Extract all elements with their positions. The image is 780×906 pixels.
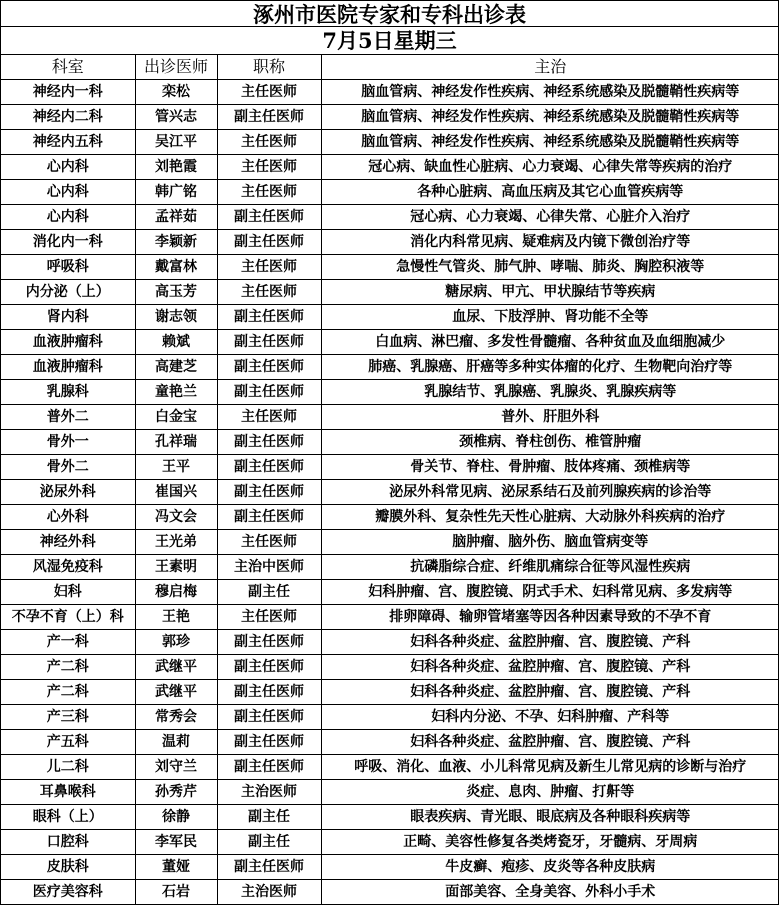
main-cell: 脑血管病、神经发作性疾病、神经系统感染及脱髓鞘性疾病等 xyxy=(321,105,779,130)
table-body xyxy=(1,80,779,905)
main-cell: 排卵障碍、输卵管堵塞等因各种因素导致的不孕不育 xyxy=(321,605,779,630)
main-cell: 泌尿外科常见病、泌尿系结石及前列腺疾病的诊治等 xyxy=(321,480,779,505)
doctor-cell: 李颖新 xyxy=(135,230,217,255)
table-row xyxy=(1,430,779,455)
table-row xyxy=(1,155,779,180)
title-cell: 主治医师 xyxy=(217,780,321,805)
table-row xyxy=(1,80,779,105)
title-cell: 副主任医师 xyxy=(217,305,321,330)
title-cell: 副主任医师 xyxy=(217,680,321,705)
table-row xyxy=(1,205,779,230)
title-cell: 副主任医师 xyxy=(217,655,321,680)
table-row xyxy=(1,105,779,130)
dept-cell: 产二科 xyxy=(1,655,135,680)
doctor-cell: 高玉芳 xyxy=(135,280,217,305)
doctor-cell: 高建芝 xyxy=(135,355,217,380)
main-cell: 冠心病、缺血性心脏病、心力衰竭、心律失常等疾病的治疗 xyxy=(321,155,779,180)
table-row xyxy=(1,130,779,155)
table-row xyxy=(1,555,779,580)
dept-cell: 骨外二 xyxy=(1,455,135,480)
title-cell: 主任医师 xyxy=(217,405,321,430)
main-cell: 妇科各种炎症、盆腔肿瘤、宫、腹腔镜、产科 xyxy=(321,730,779,755)
doctor-cell: 管兴志 xyxy=(135,105,217,130)
main-cell: 白血病、淋巴瘤、多发性骨髓瘤、各种贫血及血细胞减少 xyxy=(321,330,779,355)
table-row xyxy=(1,755,779,780)
dept-cell: 产五科 xyxy=(1,730,135,755)
dept-cell: 心内科 xyxy=(1,180,135,205)
dept-cell: 不孕不育（上）科 xyxy=(1,605,135,630)
title-cell: 副主任医师 xyxy=(217,230,321,255)
table-row xyxy=(1,530,779,555)
main-cell: 消化内科常见病、疑难病及内镜下微创治疗等 xyxy=(321,230,779,255)
doctor-cell: 徐静 xyxy=(135,805,217,830)
page-title: 涿州市医院专家和专科出诊表 xyxy=(1,0,778,27)
table-row xyxy=(1,480,779,505)
doctor-cell: 郭珍 xyxy=(135,630,217,655)
title-cell: 副主任医师 xyxy=(217,755,321,780)
title-cell: 副主任 xyxy=(217,580,321,605)
main-cell: 血尿、下肢浮肿、肾功能不全等 xyxy=(321,305,779,330)
table-row xyxy=(1,655,779,680)
title-cell: 副主任医师 xyxy=(217,480,321,505)
table-row xyxy=(1,880,779,905)
dept-cell: 肾内科 xyxy=(1,305,135,330)
main-cell: 瓣膜外科、复杂性先天性心脏病、大动脉外科疾病的治疗 xyxy=(321,505,779,530)
title-cell: 主任医师 xyxy=(217,80,321,105)
main-cell: 脑肿瘤、脑外伤、脑血管病变等 xyxy=(321,530,779,555)
title-cell: 副主任医师 xyxy=(217,455,321,480)
doctor-cell: 李军民 xyxy=(135,830,217,855)
dept-cell: 儿二科 xyxy=(1,755,135,780)
table-row xyxy=(1,330,779,355)
doctor-cell: 白金宝 xyxy=(135,405,217,430)
table-row xyxy=(1,305,779,330)
main-cell: 脑血管病、神经发作性疾病、神经系统感染及脱髓鞘性疾病等 xyxy=(321,130,779,155)
dept-cell: 产二科 xyxy=(1,680,135,705)
title-cell: 副主任医师 xyxy=(217,630,321,655)
doctor-cell: 穆启梅 xyxy=(135,580,217,605)
title-cell: 主任医师 xyxy=(217,180,321,205)
doctor-cell: 孔祥瑞 xyxy=(135,430,217,455)
main-cell: 冠心病、心力衰竭、心律失常、心脏介入治疗 xyxy=(321,205,779,230)
doctor-cell: 武继平 xyxy=(135,680,217,705)
dept-cell: 神经内五科 xyxy=(1,130,135,155)
title-cell: 主任医师 xyxy=(217,155,321,180)
doctor-cell: 吴江平 xyxy=(135,130,217,155)
dept-cell: 普外二 xyxy=(1,405,135,430)
table-row xyxy=(1,780,779,805)
main-cell: 普外、肝胆外科 xyxy=(321,405,779,430)
table-row xyxy=(1,355,779,380)
title-cell: 副主任医师 xyxy=(217,330,321,355)
main-cell: 眼表疾病、青光眼、眼底病及各种眼科疾病等 xyxy=(321,805,779,830)
main-cell: 牛皮癣、疱疹、皮炎等各种皮肤病 xyxy=(321,855,779,880)
title-cell: 副主任医师 xyxy=(217,505,321,530)
dept-cell: 神经内一科 xyxy=(1,80,135,105)
table-row xyxy=(1,680,779,705)
table-row xyxy=(1,255,779,280)
doctor-cell: 冯文会 xyxy=(135,505,217,530)
title-cell: 副主任医师 xyxy=(217,205,321,230)
table-row xyxy=(1,280,779,305)
doctor-cell: 王艳 xyxy=(135,605,217,630)
doctor-cell: 王平 xyxy=(135,455,217,480)
dept-cell: 血液肿瘤科 xyxy=(1,330,135,355)
dept-cell: 口腔科 xyxy=(1,830,135,855)
main-cell: 骨关节、脊柱、骨肿瘤、肢体疼痛、颈椎病等 xyxy=(321,455,779,480)
doctor-cell: 刘守兰 xyxy=(135,755,217,780)
title-cell: 副主任 xyxy=(217,830,321,855)
column-header-main: 主治 xyxy=(321,55,779,80)
main-cell: 炎症、息肉、肿瘤、打鼾等 xyxy=(321,780,779,805)
doctor-cell: 崔国兴 xyxy=(135,480,217,505)
main-cell: 妇科内分泌、不孕、妇科肿瘤、产科等 xyxy=(321,705,779,730)
dept-cell: 内分泌（上） xyxy=(1,280,135,305)
dept-cell: 风湿免疫科 xyxy=(1,555,135,580)
main-cell: 妇科肿瘤、宫、腹腔镜、阴式手术、妇科常见病、多发病等 xyxy=(321,580,779,605)
main-cell: 呼吸、消化、血液、小儿科常见病及新生儿常见病的诊断与治疗 xyxy=(321,755,779,780)
column-header-title: 职称 xyxy=(217,55,321,80)
main-cell: 妇科各种炎症、盆腔肿瘤、宫、腹腔镜、产科 xyxy=(321,655,779,680)
title-cell: 副主任医师 xyxy=(217,105,321,130)
doctor-cell: 童艳兰 xyxy=(135,380,217,405)
main-cell: 各种心脏病、高血压病及其它心血管疾病等 xyxy=(321,180,779,205)
main-cell: 妇科各种炎症、盆腔肿瘤、宫、腹腔镜、产科 xyxy=(321,630,779,655)
title-cell: 副主任医师 xyxy=(217,355,321,380)
dept-cell: 神经内二科 xyxy=(1,105,135,130)
title-cell: 主任医师 xyxy=(217,130,321,155)
title-cell: 主任医师 xyxy=(217,280,321,305)
table-row xyxy=(1,605,779,630)
main-cell: 颈椎病、脊柱创伤、椎管肿瘤 xyxy=(321,430,779,455)
dept-cell: 神经外科 xyxy=(1,530,135,555)
table-row xyxy=(1,855,779,880)
schedule-table xyxy=(1,55,779,905)
dept-cell: 医疗美容科 xyxy=(1,880,135,905)
table-row xyxy=(1,830,779,855)
doctor-cell: 栾松 xyxy=(135,80,217,105)
title-cell: 主任医师 xyxy=(217,605,321,630)
dept-cell: 产一科 xyxy=(1,630,135,655)
dept-cell: 耳鼻喉科 xyxy=(1,780,135,805)
title-cell: 副主任 xyxy=(217,805,321,830)
dept-cell: 心内科 xyxy=(1,205,135,230)
doctor-cell: 孙秀芹 xyxy=(135,780,217,805)
doctor-cell: 王光弟 xyxy=(135,530,217,555)
dept-cell: 消化内一科 xyxy=(1,230,135,255)
doctor-cell: 戴富林 xyxy=(135,255,217,280)
table-row xyxy=(1,630,779,655)
main-cell: 抗磷脂综合症、纤维肌痛综合征等风湿性疾病 xyxy=(321,555,779,580)
main-cell: 脑血管病、神经发作性疾病、神经系统感染及脱髓鞘性疾病等 xyxy=(321,80,779,105)
main-cell: 正畸、美容性修复各类烤瓷牙，牙髓病、牙周病 xyxy=(321,830,779,855)
main-cell: 乳腺结节、乳腺癌、乳腺炎、乳腺疾病等 xyxy=(321,380,779,405)
title-cell: 主治中医师 xyxy=(217,555,321,580)
table-row xyxy=(1,705,779,730)
main-cell: 肺癌、乳腺癌、肝癌等多种实体瘤的化疗、生物靶向治疗等 xyxy=(321,355,779,380)
table-row xyxy=(1,180,779,205)
doctor-cell: 董娅 xyxy=(135,855,217,880)
table-row xyxy=(1,230,779,255)
dept-cell: 骨外一 xyxy=(1,430,135,455)
table-row xyxy=(1,380,779,405)
title-cell: 副主任医师 xyxy=(217,430,321,455)
doctor-cell: 谢志领 xyxy=(135,305,217,330)
doctor-cell: 武继平 xyxy=(135,655,217,680)
doctor-cell: 石岩 xyxy=(135,880,217,905)
dept-cell: 心内科 xyxy=(1,155,135,180)
table-row xyxy=(1,805,779,830)
doctor-cell: 王素明 xyxy=(135,555,217,580)
title-cell: 主任医师 xyxy=(217,530,321,555)
table-row xyxy=(1,730,779,755)
column-header-doctor: 出诊医师 xyxy=(135,55,217,80)
table-row xyxy=(1,455,779,480)
main-cell: 面部美容、全身美容、外科小手术 xyxy=(321,880,779,905)
title-cell: 副主任医师 xyxy=(217,730,321,755)
dept-cell: 呼吸科 xyxy=(1,255,135,280)
dept-cell: 血液肿瘤科 xyxy=(1,355,135,380)
table-row xyxy=(1,505,779,530)
main-cell: 妇科各种炎症、盆腔肿瘤、宫、腹腔镜、产科 xyxy=(321,680,779,705)
doctor-cell: 刘艳霞 xyxy=(135,155,217,180)
title-cell: 副主任医师 xyxy=(217,705,321,730)
dept-cell: 妇科 xyxy=(1,580,135,605)
dept-cell: 乳腺科 xyxy=(1,380,135,405)
table-row xyxy=(1,405,779,430)
dept-cell: 产三科 xyxy=(1,705,135,730)
dept-cell: 眼科（上） xyxy=(1,805,135,830)
doctor-cell: 常秀会 xyxy=(135,705,217,730)
main-cell: 急慢性气管炎、肺气肿、哮喘、肺炎、胸腔积液等 xyxy=(321,255,779,280)
main-cell: 糖尿病、甲亢、甲状腺结节等疾病 xyxy=(321,280,779,305)
dept-cell: 心外科 xyxy=(1,505,135,530)
title-cell: 主任医师 xyxy=(217,255,321,280)
table-header-row xyxy=(1,55,779,80)
column-header-dept: 科室 xyxy=(1,55,135,80)
doctor-cell: 孟祥茹 xyxy=(135,205,217,230)
table-row xyxy=(1,580,779,605)
schedule-date: 7月5日星期三 xyxy=(1,27,778,55)
doctor-cell: 赖斌 xyxy=(135,330,217,355)
doctor-cell: 韩广铭 xyxy=(135,180,217,205)
dept-cell: 泌尿外科 xyxy=(1,480,135,505)
dept-cell: 皮肤科 xyxy=(1,855,135,880)
doctor-cell: 温莉 xyxy=(135,730,217,755)
title-cell: 主治医师 xyxy=(217,880,321,905)
title-cell: 副主任医师 xyxy=(217,380,321,405)
title-cell: 副主任医师 xyxy=(217,855,321,880)
